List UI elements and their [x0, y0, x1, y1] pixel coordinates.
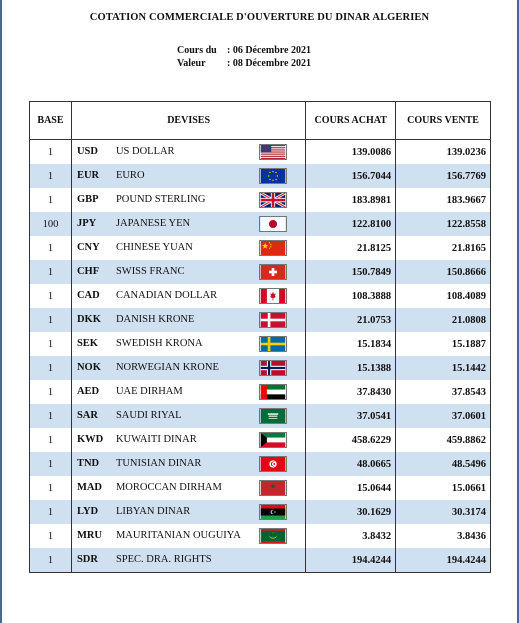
currency-code: DKK — [76, 314, 101, 325]
ly-flag-icon — [259, 504, 287, 520]
dk-flag-icon — [259, 312, 287, 328]
mr-flag-icon — [259, 528, 287, 544]
cn-flag-icon — [259, 240, 287, 256]
table-row — [30, 476, 491, 500]
currency-code: MRU — [76, 530, 103, 541]
base-cell: 1 — [30, 236, 72, 260]
table-body — [30, 140, 491, 573]
currency-cell — [71, 212, 305, 236]
ma-flag-icon — [259, 480, 287, 496]
cours-achat-cell: 15.1388 — [306, 356, 396, 380]
currency-cell — [71, 356, 305, 380]
cours-vente-cell: 156.7769 — [396, 164, 491, 188]
base-cell: 1 — [30, 188, 72, 212]
page-title: COTATION COMMERCIALE D'OUVERTURE DU DINAR ALGERIEN — [89, 12, 430, 23]
tn-flag-icon — [259, 456, 287, 472]
table-row — [30, 428, 491, 452]
base-cell: 1 — [30, 332, 72, 356]
currency-cell — [71, 188, 305, 212]
currency-code: CNY — [76, 242, 100, 253]
cours-vente-cell: 21.8165 — [396, 236, 491, 260]
cours-achat-cell: 156.7044 — [306, 164, 396, 188]
currency-name: LIBYAN DINAR — [115, 506, 191, 517]
currency-cell — [71, 308, 305, 332]
us-flag-icon — [259, 144, 287, 160]
base-cell: 1 — [30, 548, 72, 573]
currency-code: KWD — [76, 434, 104, 445]
jp-flag-icon — [259, 216, 287, 232]
base-cell: 1 — [30, 476, 72, 500]
ae-flag-icon — [259, 384, 287, 400]
currency-cell — [71, 140, 305, 165]
table-row — [30, 356, 491, 380]
table-row — [30, 236, 491, 260]
ca-flag-icon — [259, 288, 287, 304]
base-cell: 1 — [30, 356, 72, 380]
currency-cell — [71, 452, 305, 476]
valeur-label: Valeur — [177, 58, 206, 69]
currency-cell — [71, 332, 305, 356]
currency-name: POUND STERLING — [115, 194, 206, 205]
cours-row — [177, 44, 311, 57]
currency-cell — [71, 500, 305, 524]
currency-name: JAPANESE YEN — [115, 218, 191, 229]
cours-vente-cell: 183.9667 — [396, 188, 491, 212]
cours-achat-cell: 15.1834 — [306, 332, 396, 356]
currency-code: CAD — [76, 290, 100, 301]
currency-name: DANISH KRONE — [115, 314, 195, 325]
cours-vente-cell: 15.1887 — [396, 332, 491, 356]
table-row — [30, 188, 491, 212]
cours-achat-cell: 48.0665 — [306, 452, 396, 476]
base-cell: 100 — [30, 212, 72, 236]
cours-achat-cell: 194.4244 — [306, 548, 396, 573]
cours-achat-cell: 122.8100 — [306, 212, 396, 236]
cours-vente-cell: 30.3174 — [396, 500, 491, 524]
currency-name: SPEC. DRA. RIGHTS — [115, 554, 212, 565]
base-cell: 1 — [30, 452, 72, 476]
currency-name: US DOLLAR — [115, 146, 175, 157]
currency-cell — [71, 236, 305, 260]
currency-name: UAE DIRHAM — [115, 386, 183, 397]
cours-achat-cell: 183.8981 — [306, 188, 396, 212]
base-cell: 1 — [30, 308, 72, 332]
se-flag-icon — [259, 336, 287, 352]
cours-achat-cell: 37.8430 — [306, 380, 396, 404]
uk-flag-icon — [259, 192, 287, 208]
rates-table — [29, 101, 491, 573]
cours-label: Cours du — [177, 45, 217, 56]
currency-code: TND — [76, 458, 100, 469]
base-cell: 1 — [30, 380, 72, 404]
currency-code: USD — [76, 146, 98, 157]
cours-vente-cell: 21.0808 — [396, 308, 491, 332]
table-row — [30, 404, 491, 428]
cours-achat-cell: 150.7849 — [306, 260, 396, 284]
page-left-edge — [0, 0, 2, 623]
currency-name: TUNISIAN DINAR — [115, 458, 202, 469]
currency-cell — [71, 476, 305, 500]
ch-flag-icon — [259, 264, 287, 280]
table-row — [30, 308, 491, 332]
table-row — [30, 452, 491, 476]
cours-vente-cell: 459.8862 — [396, 428, 491, 452]
cours-vente-cell: 15.0661 — [396, 476, 491, 500]
currency-code: CHF — [76, 266, 100, 277]
currency-name: CANADIAN DOLLAR — [115, 290, 218, 301]
header-base: BASE — [30, 102, 72, 140]
currency-code: SAR — [76, 410, 98, 421]
header-cours-vente: COURS VENTE — [396, 102, 491, 140]
currency-code: SEK — [76, 338, 98, 349]
currency-name: SAUDI RIYAL — [115, 410, 182, 421]
kw-flag-icon — [259, 432, 287, 448]
currency-code: AED — [76, 386, 100, 397]
currency-cell — [71, 428, 305, 452]
currency-code: LYD — [76, 506, 99, 517]
cours-value: : 06 Décembre 2021 — [227, 45, 311, 56]
currency-cell — [71, 260, 305, 284]
cours-vente-cell: 139.0236 — [396, 140, 491, 165]
currency-name: SWEDISH KRONA — [115, 338, 203, 349]
cours-achat-cell: 21.8125 — [306, 236, 396, 260]
table-row — [30, 140, 491, 165]
cours-vente-cell: 122.8558 — [396, 212, 491, 236]
base-cell: 1 — [30, 140, 72, 165]
cours-achat-cell: 15.0644 — [306, 476, 396, 500]
cours-vente-cell: 37.0601 — [396, 404, 491, 428]
table-row — [30, 284, 491, 308]
currency-name: EURO — [115, 170, 145, 181]
cours-vente-cell: 15.1442 — [396, 356, 491, 380]
currency-cell — [71, 548, 305, 573]
header-cours-achat: COURS ACHAT — [306, 102, 396, 140]
base-cell: 1 — [30, 404, 72, 428]
cours-achat-cell: 139.0086 — [306, 140, 396, 165]
currency-code: EUR — [76, 170, 100, 181]
header-devises: DEVISES — [71, 102, 305, 140]
currency-code: GBP — [76, 194, 99, 205]
currency-cell — [71, 284, 305, 308]
table-row — [30, 212, 491, 236]
base-cell: 1 — [30, 284, 72, 308]
currency-cell — [71, 524, 305, 548]
currency-cell — [71, 164, 305, 188]
eu-flag-icon — [259, 168, 287, 184]
cours-vente-cell: 48.5496 — [396, 452, 491, 476]
cours-achat-cell: 108.3888 — [306, 284, 396, 308]
table-header — [30, 102, 491, 140]
table-row — [30, 524, 491, 548]
cours-achat-cell: 30.1629 — [306, 500, 396, 524]
table-row — [30, 380, 491, 404]
currency-name: MAURITANIAN OUGUIYA — [115, 530, 241, 541]
currency-code: SDR — [76, 554, 98, 565]
currency-name: MOROCCAN DIRHAM — [115, 482, 222, 493]
table-row — [30, 548, 491, 573]
base-cell: 1 — [30, 524, 72, 548]
base-cell: 1 — [30, 164, 72, 188]
table-row — [30, 260, 491, 284]
cours-achat-cell: 3.8432 — [306, 524, 396, 548]
currency-cell — [71, 404, 305, 428]
currency-code: MAD — [76, 482, 103, 493]
cours-achat-cell: 458.6229 — [306, 428, 396, 452]
cours-vente-cell: 150.8666 — [396, 260, 491, 284]
base-cell: 1 — [30, 428, 72, 452]
currency-code: JPY — [76, 218, 97, 229]
currency-cell — [71, 380, 305, 404]
cours-vente-cell: 108.4089 — [396, 284, 491, 308]
currency-name: SWISS FRANC — [115, 266, 185, 277]
cours-vente-cell: 37.8543 — [396, 380, 491, 404]
cours-achat-cell: 37.0541 — [306, 404, 396, 428]
valeur-row — [177, 57, 311, 70]
cours-achat-cell: 21.0753 — [306, 308, 396, 332]
currency-code: NOK — [76, 362, 101, 373]
table-row — [30, 332, 491, 356]
sa-flag-icon — [259, 408, 287, 424]
no-flag-icon — [259, 360, 287, 376]
cours-vente-cell: 3.8436 — [396, 524, 491, 548]
cours-vente-cell: 194.4244 — [396, 548, 491, 573]
valeur-value: : 08 Décembre 2021 — [227, 58, 311, 69]
currency-name: NORWEGIAN KRONE — [115, 362, 219, 373]
table-row — [30, 164, 491, 188]
currency-name: CHINESE YUAN — [115, 242, 193, 253]
base-cell: 1 — [30, 260, 72, 284]
base-cell: 1 — [30, 500, 72, 524]
date-block — [177, 44, 311, 70]
table-row — [30, 500, 491, 524]
currency-name: KUWAITI DINAR — [115, 434, 197, 445]
